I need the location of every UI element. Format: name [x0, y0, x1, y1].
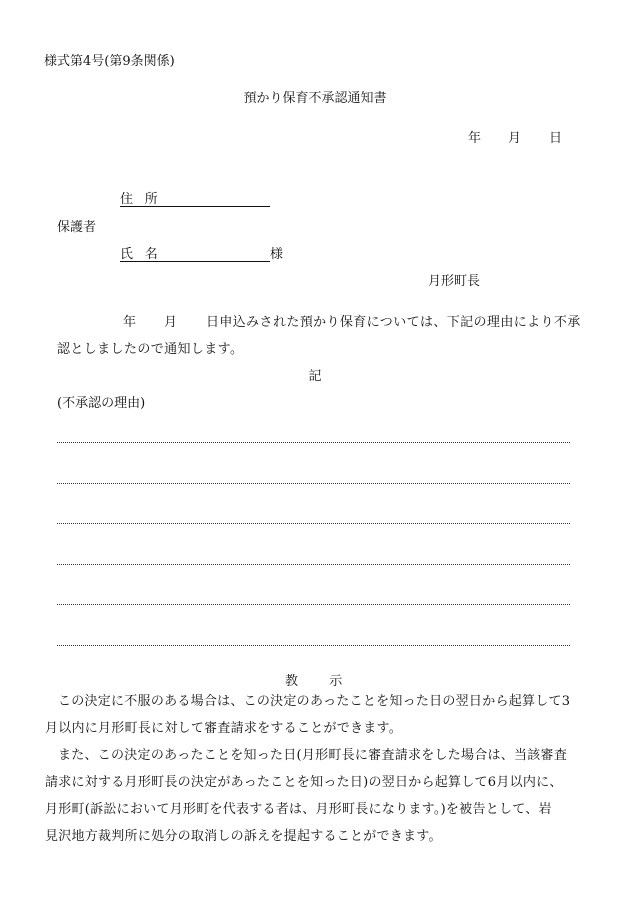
- date-year-label: 年: [468, 131, 482, 146]
- paragraph-line: また、この決定のあったことを知った日(月形町長に審査請求をした場合は、当該審査: [58, 748, 568, 763]
- document-title: 預かり保育不承認通知書: [243, 91, 387, 106]
- reason-heading: (不承認の理由): [57, 396, 146, 411]
- paragraph-line: 請求に対する月形町長の決定があったことを知った日)の翌日から起算して6月以内に、: [45, 775, 563, 790]
- body-year-label: 年: [123, 315, 137, 330]
- body-sentence-line-1: 日申込みされた預かり保育については、下記の理由により不承: [206, 315, 581, 330]
- instruction-paragraph-2: [45, 742, 590, 850]
- honorific: 様: [270, 247, 284, 262]
- sender-title: 月形町長: [428, 274, 481, 289]
- paragraph-line: 見沢地方裁判所に処分の取消しの訴えを提起することができます。: [45, 829, 442, 844]
- name-field[interactable]: [168, 261, 270, 262]
- address-field[interactable]: [168, 206, 270, 207]
- date-month-label: 月: [508, 131, 522, 146]
- body-month-label: 月: [164, 315, 178, 330]
- reason-line[interactable]: [57, 645, 570, 646]
- guardian-label: 保護者: [57, 220, 97, 235]
- reason-line[interactable]: [57, 483, 570, 484]
- reason-line[interactable]: [57, 523, 570, 524]
- paragraph-line: この決定に不服のある場合は、この決定のあったことを知った日の翌日から起算して3: [58, 694, 571, 709]
- name-underline-lead: [120, 261, 168, 262]
- notes-heading: 記: [308, 369, 322, 384]
- instruction-heading: 教示: [285, 674, 374, 689]
- reason-line[interactable]: [57, 442, 570, 443]
- instruction-paragraph-1: [45, 688, 590, 742]
- paragraph-line: 月以内に月形町長に対して審査請求をすることができます。: [45, 721, 402, 736]
- reason-line[interactable]: [57, 564, 570, 565]
- body-sentence-line-2: 認としましたので通知します。: [57, 342, 244, 357]
- paragraph-line: 月形町(訴訟において月形町を代表する者は、月形町長になります。)を被告として、岩: [45, 802, 552, 817]
- form-number: 様式第4号(第9条関係): [44, 54, 175, 69]
- date-day-label: 日: [549, 131, 563, 146]
- reason-line[interactable]: [57, 604, 570, 605]
- address-underline-lead: [120, 206, 168, 207]
- name-label: 氏名: [120, 247, 170, 262]
- address-label: 住所: [120, 192, 170, 207]
